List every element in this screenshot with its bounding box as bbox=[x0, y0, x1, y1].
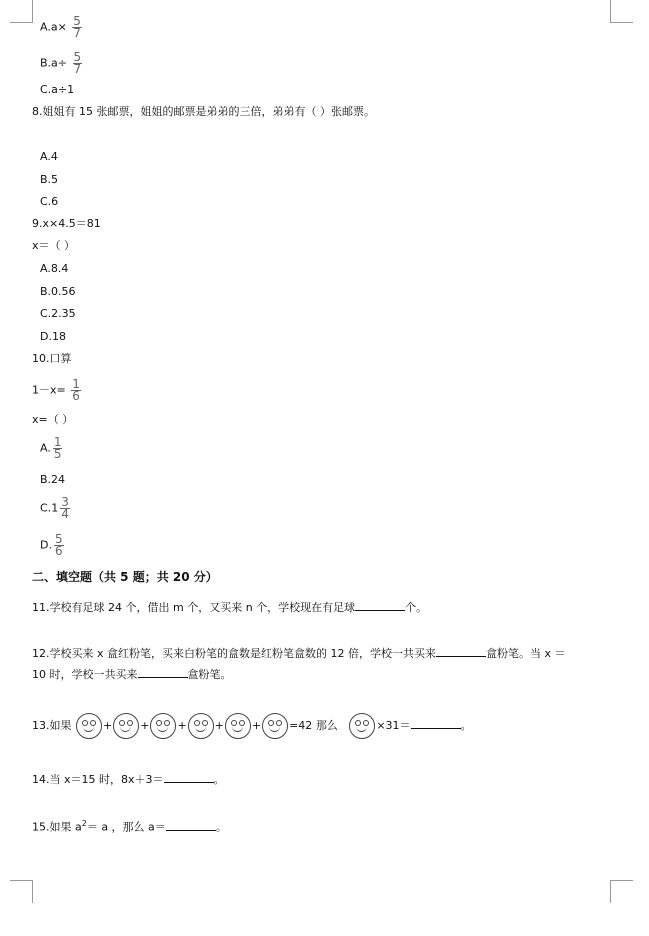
q7-option-a bbox=[40, 16, 84, 39]
q10-option-a bbox=[40, 437, 64, 460]
q9-option-a: A.8.4 bbox=[40, 262, 69, 275]
q15-text: 15.如果 a bbox=[32, 820, 82, 834]
q12-line-2 bbox=[32, 666, 232, 682]
q12-text-mid: 盒粉笔。当 x ＝ bbox=[485, 647, 566, 660]
section-2-heading: 二、填空题（共 5 题；共 20 分） bbox=[32, 570, 218, 584]
q13-sum: =42 bbox=[289, 719, 313, 732]
q10-option-c-prefix: C. bbox=[40, 501, 52, 515]
fraction-denominator: 6 bbox=[72, 389, 80, 403]
q10-equation-fraction bbox=[71, 379, 81, 402]
q10-option-d-fraction bbox=[54, 534, 64, 557]
page-corner-mark-top-right bbox=[610, 0, 633, 23]
q10-option-c bbox=[40, 497, 72, 520]
plus-sign: + bbox=[103, 719, 113, 732]
q15 bbox=[32, 817, 227, 835]
page-corner-mark-bottom-left bbox=[10, 880, 33, 903]
smiley-face-icon bbox=[76, 713, 102, 739]
q13-then: 那么 bbox=[315, 719, 338, 732]
q11-answer-blank[interactable] bbox=[355, 599, 405, 611]
q12-answer-blank-2[interactable] bbox=[138, 666, 188, 678]
q10-option-c-whole: 1 bbox=[51, 501, 59, 515]
plus-sign: + bbox=[177, 719, 187, 732]
q12-text-end: 盒粉笔。 bbox=[187, 668, 232, 681]
plus-sign: + bbox=[214, 719, 224, 732]
q9-equation: 9.x×4.5＝81 bbox=[32, 217, 101, 230]
q11 bbox=[32, 599, 427, 615]
q9-option-d: D.18 bbox=[40, 330, 66, 343]
q11-text: 11.学校有足球 24 个，借出 m 个，又买来 n 个，学校现在有足球 bbox=[32, 601, 356, 614]
q8-option-a: A.4 bbox=[40, 150, 58, 163]
q10-option-d-prefix: D. bbox=[40, 538, 52, 552]
q7-option-a-prefix: A.a× bbox=[40, 20, 67, 34]
fraction-denominator: 7 bbox=[73, 62, 82, 76]
q8-option-c: C.6 bbox=[40, 195, 59, 208]
q8-option-b: B.5 bbox=[40, 173, 59, 186]
q13 bbox=[32, 712, 472, 740]
fraction-denominator: 4 bbox=[61, 507, 69, 521]
q7-option-c: C.a÷1 bbox=[40, 83, 75, 96]
fraction-numerator: 1 bbox=[72, 377, 80, 391]
smiley-face-icon bbox=[150, 713, 176, 739]
q15-text-mid: ＝ a ，那么 a＝ bbox=[86, 820, 166, 834]
q10-option-b: B.24 bbox=[40, 473, 66, 486]
fraction-numerator: 1 bbox=[53, 435, 62, 449]
smiley-face-icon bbox=[349, 713, 375, 739]
q7-option-b bbox=[40, 52, 84, 75]
plus-sign: + bbox=[251, 719, 262, 732]
q12-line-1 bbox=[32, 645, 566, 661]
fraction-numerator: 3 bbox=[61, 495, 69, 509]
q10-option-d bbox=[40, 534, 66, 557]
q7-option-b-fraction bbox=[73, 52, 83, 75]
q15-answer-blank[interactable] bbox=[166, 819, 216, 831]
fraction-denominator: 6 bbox=[54, 544, 63, 558]
q10-equation bbox=[32, 379, 83, 402]
q7-option-b-prefix: B.a÷ bbox=[40, 56, 68, 70]
q15-superscript: 2 bbox=[81, 819, 87, 828]
q14 bbox=[32, 771, 225, 787]
q14-end: 。 bbox=[213, 773, 225, 786]
q9-option-b: B.0.56 bbox=[40, 285, 76, 298]
q10-equation-prefix: 1－x= bbox=[32, 383, 66, 397]
fraction-numerator: 5 bbox=[54, 532, 63, 546]
q12-answer-blank-1[interactable] bbox=[436, 645, 486, 657]
q10-title: 10.口算 bbox=[32, 352, 72, 365]
q13-answer-blank[interactable] bbox=[411, 717, 461, 729]
q13-times: ×31＝ bbox=[376, 719, 411, 732]
fraction-denominator: 7 bbox=[73, 26, 81, 40]
fraction-numerator: 5 bbox=[73, 14, 81, 28]
q7-option-a-fraction bbox=[72, 16, 82, 39]
smiley-face-icon bbox=[188, 713, 214, 739]
smiley-face-icon bbox=[262, 713, 288, 739]
q10-ask: x=（ ） bbox=[32, 413, 74, 426]
q13-prefix: 13.如果 bbox=[32, 719, 72, 732]
q10-option-c-fraction bbox=[60, 497, 70, 520]
page-corner-mark-top-left bbox=[10, 0, 33, 23]
q10-option-a-fraction bbox=[53, 437, 63, 460]
q8-text: 8.姐姐有 15 张邮票，姐姐的邮票是弟弟的三倍，弟弟有（ ）张邮票。 bbox=[32, 105, 375, 118]
q14-text: 14.当 x＝15 时，8x＋3＝ bbox=[32, 773, 164, 786]
fraction-numerator: 5 bbox=[73, 50, 82, 64]
q12-text: 12.学校买来 x 盒红粉笔，买来白粉笔的盒数是红粉笔盒数的 12 倍，学校一共买来 bbox=[32, 647, 436, 660]
q14-answer-blank[interactable] bbox=[164, 771, 214, 783]
q11-text-end: 个。 bbox=[405, 601, 428, 614]
q12-text-2: 10 时，学校一共买来 bbox=[32, 668, 138, 681]
q15-end: 。 bbox=[215, 820, 227, 834]
plus-sign: + bbox=[140, 719, 150, 732]
q10-option-a-prefix: A. bbox=[40, 441, 51, 455]
q9-option-c: C.2.35 bbox=[40, 307, 76, 320]
smiley-face-icon bbox=[225, 713, 251, 739]
q9-ask: x＝（ ） bbox=[32, 239, 76, 252]
q13-end: 。 bbox=[460, 719, 472, 732]
smiley-face-icon bbox=[113, 713, 139, 739]
page-corner-mark-bottom-right bbox=[610, 880, 633, 903]
fraction-denominator: 5 bbox=[53, 447, 62, 461]
